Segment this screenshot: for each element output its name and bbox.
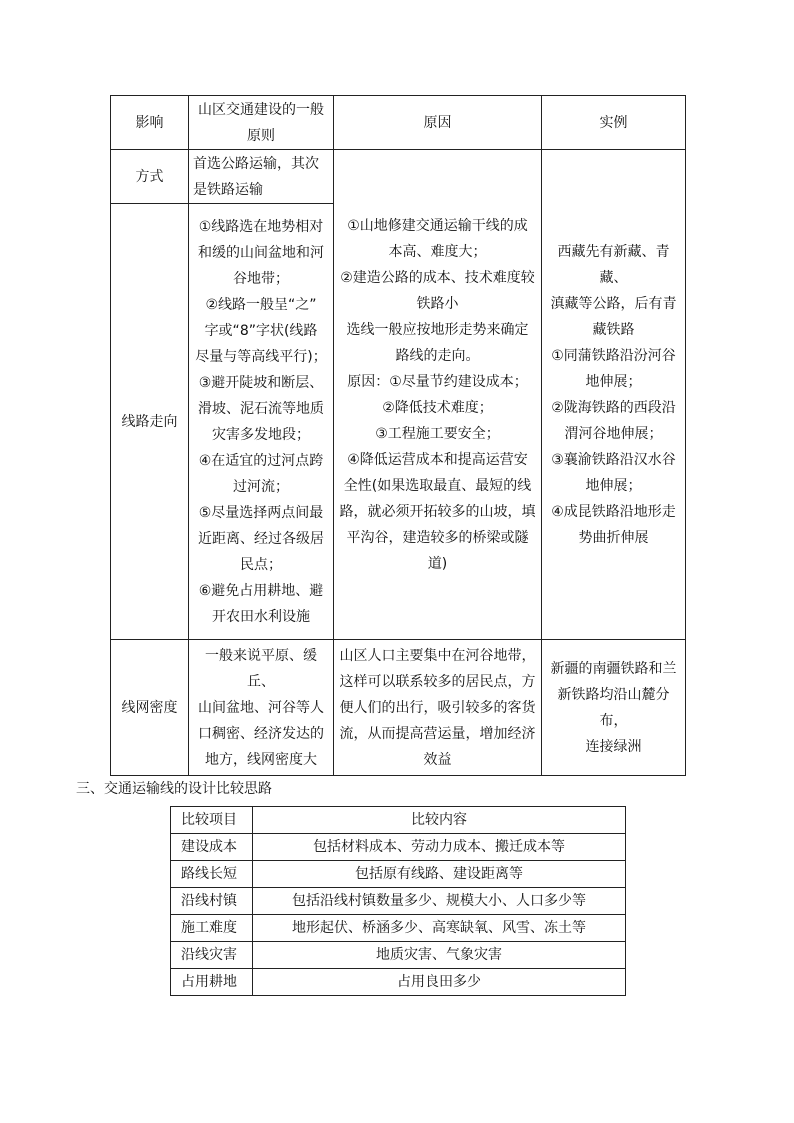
compare-content: 包括沿线村镇数量多少、规模大小、人口多少等 — [253, 888, 626, 915]
header-compare-item: 比较项目 — [171, 807, 253, 834]
row-transport-mode — [111, 150, 686, 204]
compare-content: 包括原有线路、建设距离等 — [253, 861, 626, 888]
text-line: ②建造公路的成本、技术难度较 — [340, 269, 535, 286]
label-route-direction: 线路走向 — [111, 204, 189, 640]
section-title: 三、交通运输线的设计比较思路 — [76, 781, 272, 797]
table-row — [171, 915, 626, 942]
table-row — [171, 861, 626, 888]
comparison-table — [170, 806, 626, 996]
text-line: ②降低技术难度； — [382, 399, 493, 416]
reason-mode-and-route — [334, 150, 542, 640]
header-reason: 原因 — [334, 96, 542, 150]
compare-item: 沿线村镇 — [171, 888, 253, 915]
principle-network-density — [189, 640, 334, 776]
text-line: 和缓的山间盆地和河 — [198, 244, 324, 261]
text-line: 新疆的南疆铁路和兰 — [550, 660, 677, 677]
header-influence: 影响 — [111, 96, 189, 150]
text-line: ①山地修建交通运输干线的成 — [347, 217, 528, 234]
text-line: 这样可以联系较多的居民点，方 — [339, 673, 536, 690]
text-line: 字或“8”字状(线路 — [204, 322, 318, 339]
label-transport-mode: 方式 — [111, 150, 189, 204]
text-line: 选线一般应按地形走势来确定 — [346, 321, 529, 338]
text-line: ④降低运营成本和提高运营安 — [347, 451, 528, 468]
text-line: 民点； — [240, 556, 282, 573]
text-line: 一般来说平原、缓丘、 — [205, 647, 317, 690]
principle-route-direction — [189, 204, 334, 640]
header-compare-content: 比较内容 — [253, 807, 626, 834]
compare-content: 地质灾害、气象灾害 — [253, 942, 626, 969]
text-line: 灾害多发地段； — [212, 426, 310, 443]
text-line: 谷地带； — [233, 270, 289, 287]
text-line: 地伸展； — [585, 373, 642, 390]
text-line: 口稠密、经济发达的 — [198, 725, 324, 742]
text-line: 近距离、经过各级居 — [198, 530, 324, 547]
header-principle: 山区交通建设的一般原则 — [189, 96, 334, 150]
text-line: 流，从而提高营运量，增加经济 — [339, 725, 536, 742]
compare-item: 占用耕地 — [171, 969, 253, 996]
text-line: 平沟谷，建造较多的桥梁或隧道) — [346, 529, 529, 572]
text-line: 路线的走向。 — [395, 347, 480, 364]
text-line: ④成昆铁路沿地形走 — [551, 503, 676, 520]
principles-header-row — [111, 96, 686, 150]
text-line: 首选公路运输，其次 — [193, 155, 319, 172]
text-line: ②线路一般呈“之” — [205, 296, 317, 313]
example-network-density — [542, 640, 686, 776]
compare-content: 占用良田多少 — [253, 969, 626, 996]
text-line: 地方，线网密度大 — [205, 751, 317, 768]
text-line: ⑥避免占用耕地、避 — [198, 582, 324, 599]
text-line: 滑坡、泥石流等地质 — [198, 400, 324, 417]
table-row — [171, 888, 626, 915]
text-line: 滇藏等公路，后有青 — [550, 295, 677, 312]
text-line: 本高、难度大； — [388, 243, 487, 260]
text-line: 路，就必须开拓较多的山坡，填 — [339, 503, 536, 520]
compare-content: 地形起伏、桥涵多少、高寒缺氧、风雪、冻土等 — [253, 915, 626, 942]
label-network-density: 线网密度 — [111, 640, 189, 776]
table-row — [171, 834, 626, 861]
text-line: 便人们的出行，吸引较多的客货 — [339, 699, 536, 716]
table-row — [171, 942, 626, 969]
text-line: ③避开陡坡和断层、 — [198, 374, 324, 391]
header-example: 实例 — [542, 96, 686, 150]
table-row — [171, 969, 626, 996]
text-line: 山区人口主要集中在河谷地带， — [339, 647, 536, 664]
compare-item: 路线长短 — [171, 861, 253, 888]
text-line: ①线路选在地势相对 — [198, 218, 324, 235]
text-line: 地伸展； — [585, 477, 642, 494]
text-line: 尽量与等高线平行)； — [195, 348, 327, 365]
compare-item: 施工难度 — [171, 915, 253, 942]
text-line: 西藏先有新藏、青藏、 — [557, 243, 670, 286]
example-mode-and-route — [542, 150, 686, 640]
text-line: ③襄渝铁路沿汉水谷 — [551, 451, 676, 468]
principle-transport-mode — [189, 150, 334, 204]
text-line: 全性(如果选取最直、最短的线 — [343, 477, 532, 494]
row-network-density — [111, 640, 686, 776]
text-line: 开农田水利设施 — [212, 608, 310, 625]
text-line: ④在适宜的过河点跨 — [198, 452, 324, 469]
text-line: 是铁路运输 — [193, 181, 263, 198]
compare-item: 建设成本 — [171, 834, 253, 861]
text-line: 藏铁路 — [592, 321, 635, 338]
reason-network-density — [334, 640, 542, 776]
text-line: 势曲折伸展 — [578, 529, 649, 546]
principles-table — [110, 95, 686, 776]
text-line: 效益 — [423, 751, 452, 768]
text-line: ③工程施工要安全； — [375, 425, 500, 442]
text-line: 山间盆地、河谷等人 — [198, 699, 324, 716]
text-line: ②陇海铁路的西段沿 — [551, 399, 676, 416]
text-line: ⑤尽量选择两点间最 — [198, 504, 324, 521]
text-line: 铁路小 — [416, 295, 459, 312]
text-line: 连接绿洲 — [585, 738, 642, 755]
compare-item: 沿线灾害 — [171, 942, 253, 969]
compare-content: 包括材料成本、劳动力成本、搬迁成本等 — [253, 834, 626, 861]
text-line: 渭河谷地伸展； — [564, 425, 663, 442]
text-line: ①同蒲铁路沿汾河谷 — [551, 347, 676, 364]
comparison-header-row — [171, 807, 626, 834]
text-line: 新铁路均沿山麓分布， — [557, 686, 670, 729]
text-line: 过河流； — [233, 478, 289, 495]
text-line: 原因：①尽量节约建设成本； — [347, 373, 528, 390]
